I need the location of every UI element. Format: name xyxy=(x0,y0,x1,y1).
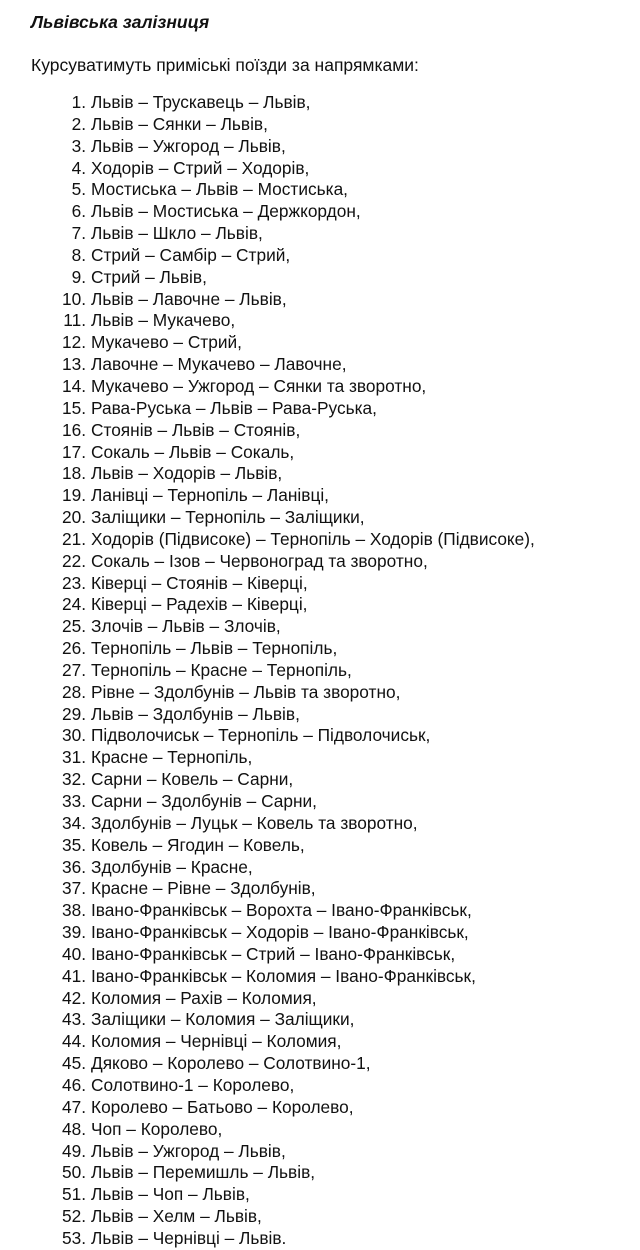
route-item xyxy=(31,835,535,857)
route-text: Івано-Франківськ – Ходорів – Івано-Франківськ, xyxy=(91,922,469,943)
route-number: 12. xyxy=(61,332,86,353)
route-number: 48. xyxy=(61,1118,86,1139)
route-text: Підволочиськ – Тернопіль – Підволочиськ, xyxy=(91,725,431,746)
route-number: 33. xyxy=(61,791,86,811)
route-item xyxy=(31,354,535,376)
route-text: Коломия – Рахів – Коломия, xyxy=(91,987,317,1008)
route-text: Красне – Тернопіль, xyxy=(91,747,253,768)
route-item xyxy=(31,179,535,201)
route-item xyxy=(31,878,535,900)
route-text: Івано-Франківськ – Ворохта – Івано-Франківськ, xyxy=(91,900,472,921)
route-text: Тернопіль – Львів – Тернопіль, xyxy=(91,638,338,659)
route-number: 25. xyxy=(61,616,86,637)
route-number: 31. xyxy=(61,747,86,768)
route-text: Львів – Перемишль – Львів, xyxy=(91,1162,316,1183)
route-text: Заліщики – Коломия – Заліщики, xyxy=(91,1009,355,1030)
route-number: 15. xyxy=(61,397,86,418)
route-item xyxy=(31,136,535,158)
route-number: 51. xyxy=(61,1184,86,1205)
route-text: Мукачево – Ужгород – Сянки та зворотно, xyxy=(91,375,427,396)
route-text: Ківерці – Стоянів – Ківерці, xyxy=(91,572,308,593)
route-text: Львів – Трускавець – Львів, xyxy=(91,92,311,112)
route-text: Стрий – Львів, xyxy=(91,266,207,287)
route-item xyxy=(31,1162,535,1184)
route-number: 10. xyxy=(61,288,86,309)
route-item xyxy=(31,1119,535,1141)
route-item xyxy=(31,289,535,311)
route-number: 36. xyxy=(61,856,86,877)
route-text: Ходорів – Стрий – Ходорів, xyxy=(91,157,310,178)
route-text: Сокаль – Ізов – Червоноград та зворотно, xyxy=(91,550,428,571)
route-item xyxy=(31,398,535,420)
route-number: 26. xyxy=(61,638,86,659)
route-item xyxy=(31,660,535,682)
route-text: Львів – Лавочне – Львів, xyxy=(91,288,287,309)
route-item xyxy=(31,1206,535,1228)
route-text: Мостиська – Львів – Мостиська, xyxy=(91,179,348,200)
route-item xyxy=(31,747,535,769)
route-item xyxy=(31,966,535,988)
route-text: Королево – Батьово – Королево, xyxy=(91,1096,354,1117)
route-number: 30. xyxy=(61,725,86,746)
route-number: 43. xyxy=(61,1009,86,1030)
route-item xyxy=(31,507,535,529)
route-text: Заліщики – Тернопіль – Заліщики, xyxy=(91,507,365,528)
route-text: Ланівці – Тернопіль – Ланівці, xyxy=(91,485,329,506)
intro-text: Курсуватимуть приміські поїзди за напрямками: xyxy=(31,55,419,75)
route-number: 23. xyxy=(61,572,86,593)
route-number: 13. xyxy=(61,354,86,375)
route-number: 39. xyxy=(61,922,86,943)
route-text: Львів – Чоп – Львів, xyxy=(91,1184,250,1205)
route-text: Рава-Руська – Львів – Рава-Руська, xyxy=(91,397,377,418)
route-text: Здолбунів – Красне, xyxy=(91,856,253,877)
route-number: 53. xyxy=(61,1227,86,1248)
route-item xyxy=(31,267,535,289)
route-number: 7. xyxy=(71,223,86,244)
route-number: 52. xyxy=(61,1206,86,1227)
route-text: Львів – Мукачево, xyxy=(91,310,236,331)
route-number: 50. xyxy=(61,1162,86,1183)
route-item xyxy=(31,223,535,245)
route-item xyxy=(31,813,535,835)
route-number: 35. xyxy=(61,834,86,855)
route-item xyxy=(31,551,535,573)
routes-list xyxy=(31,92,535,1250)
route-number: 29. xyxy=(61,703,86,724)
route-item xyxy=(31,420,535,442)
route-number: 21. xyxy=(61,528,86,549)
route-item xyxy=(31,92,535,114)
route-text: Івано-Франківськ – Коломия – Івано-Франківськ, xyxy=(91,965,476,986)
route-number: 22. xyxy=(61,550,86,571)
route-item xyxy=(31,1141,535,1163)
route-number: 16. xyxy=(61,419,86,440)
route-item xyxy=(31,638,535,660)
route-item xyxy=(31,485,535,507)
route-item xyxy=(31,1031,535,1053)
route-item xyxy=(31,245,535,267)
route-text: Сокаль – Львів – Сокаль, xyxy=(91,441,295,462)
route-number: 3. xyxy=(71,135,86,156)
route-item xyxy=(31,310,535,332)
route-number: 45. xyxy=(61,1053,86,1074)
route-text: Львів – Ужгород – Львів, xyxy=(91,135,286,156)
route-number: 6. xyxy=(71,201,86,222)
route-item xyxy=(31,114,535,136)
route-text: Коломия – Чернівці – Коломия, xyxy=(91,1031,342,1052)
route-number: 44. xyxy=(61,1031,86,1052)
route-text: Львів – Ужгород – Львів, xyxy=(91,1140,286,1161)
route-item xyxy=(31,1184,535,1206)
route-text: Львів – Ходорів – Львів, xyxy=(91,463,283,484)
route-number: 14. xyxy=(61,375,86,396)
route-text: Тернопіль – Красне – Тернопіль, xyxy=(91,659,352,680)
route-item xyxy=(31,922,535,944)
route-item xyxy=(31,944,535,966)
route-text: Лавочне – Мукачево – Лавочне, xyxy=(91,354,347,375)
route-item xyxy=(31,725,535,747)
route-text: Львів – Мостиська – Держкордон, xyxy=(91,201,361,222)
route-text: Львів – Сянки – Львів, xyxy=(91,113,268,134)
route-number: 5. xyxy=(71,179,86,200)
route-number: 8. xyxy=(71,244,86,265)
route-number: 37. xyxy=(61,878,86,899)
route-text: Стоянів – Львів – Стоянів, xyxy=(91,419,301,440)
route-item xyxy=(31,529,535,551)
route-item xyxy=(31,594,535,616)
route-number: 32. xyxy=(61,769,86,790)
route-number: 24. xyxy=(61,594,86,615)
route-item xyxy=(31,376,535,398)
route-number: 2. xyxy=(71,113,86,134)
route-number: 11. xyxy=(63,310,86,331)
route-text: Сарни – Здолбунів – Сарни, xyxy=(91,791,317,811)
route-text: Львів – Чернівці – Львів. xyxy=(91,1227,287,1248)
route-number: 46. xyxy=(61,1074,86,1095)
route-item xyxy=(31,1097,535,1119)
route-text: Злочів – Львів – Злочів, xyxy=(91,616,281,637)
route-text: Стрий – Самбір – Стрий, xyxy=(91,244,291,265)
route-number: 49. xyxy=(61,1140,86,1161)
document-title: Львівська залізниця xyxy=(31,12,210,32)
route-item xyxy=(31,616,535,638)
route-text: Львів – Здолбунів – Львів, xyxy=(91,703,300,724)
route-text: Івано-Франківськ – Стрий – Івано-Франківськ, xyxy=(91,943,456,964)
route-text: Ковель – Ягодин – Ковель, xyxy=(91,834,305,855)
route-item xyxy=(31,463,535,485)
route-item xyxy=(31,442,535,464)
route-item xyxy=(31,857,535,879)
route-text: Мукачево – Стрий, xyxy=(91,332,242,353)
route-item xyxy=(31,682,535,704)
route-number: 1. xyxy=(71,92,86,112)
route-text: Сарни – Ковель – Сарни, xyxy=(91,769,294,790)
route-item xyxy=(31,201,535,223)
route-item xyxy=(31,1009,535,1031)
route-item xyxy=(31,704,535,726)
route-number: 40. xyxy=(61,943,86,964)
route-text: Дяково – Королево – Солотвино-1, xyxy=(91,1053,371,1074)
route-number: 19. xyxy=(61,485,86,506)
route-item xyxy=(31,900,535,922)
route-number: 34. xyxy=(61,812,86,833)
route-item xyxy=(31,1053,535,1075)
route-item xyxy=(31,332,535,354)
route-text: Здолбунів – Луцьк – Ковель та зворотно, xyxy=(91,812,418,833)
route-text: Чоп – Королево, xyxy=(91,1118,223,1139)
route-text: Рівне – Здолбунів – Львів та зворотно, xyxy=(91,681,401,702)
route-number: 20. xyxy=(61,507,86,528)
route-number: 27. xyxy=(61,659,86,680)
route-number: 18. xyxy=(61,463,86,484)
route-item xyxy=(31,769,535,791)
route-number: 9. xyxy=(71,266,86,287)
route-item xyxy=(31,791,535,813)
route-item xyxy=(31,158,535,180)
route-item xyxy=(31,1075,535,1097)
route-item xyxy=(31,988,535,1010)
route-text: Солотвино-1 – Королево, xyxy=(91,1074,295,1095)
route-text: Львів – Шкло – Львів, xyxy=(91,223,263,244)
route-number: 38. xyxy=(61,900,86,921)
route-number: 17. xyxy=(61,441,86,462)
route-number: 28. xyxy=(61,681,86,702)
route-number: 4. xyxy=(71,157,86,178)
route-number: 41. xyxy=(61,965,86,986)
route-text: Ківерці – Радехів – Ківерці, xyxy=(91,594,308,615)
route-text: Красне – Рівне – Здолбунів, xyxy=(91,878,316,899)
route-number: 47. xyxy=(61,1096,86,1117)
route-item xyxy=(31,573,535,595)
route-text: Ходорів (Підвисоке) – Тернопіль – Ходорів (Підвисоке), xyxy=(91,528,535,549)
route-number: 42. xyxy=(61,987,86,1008)
route-text: Львів – Хелм – Львів, xyxy=(91,1206,262,1227)
route-item xyxy=(31,1228,535,1250)
